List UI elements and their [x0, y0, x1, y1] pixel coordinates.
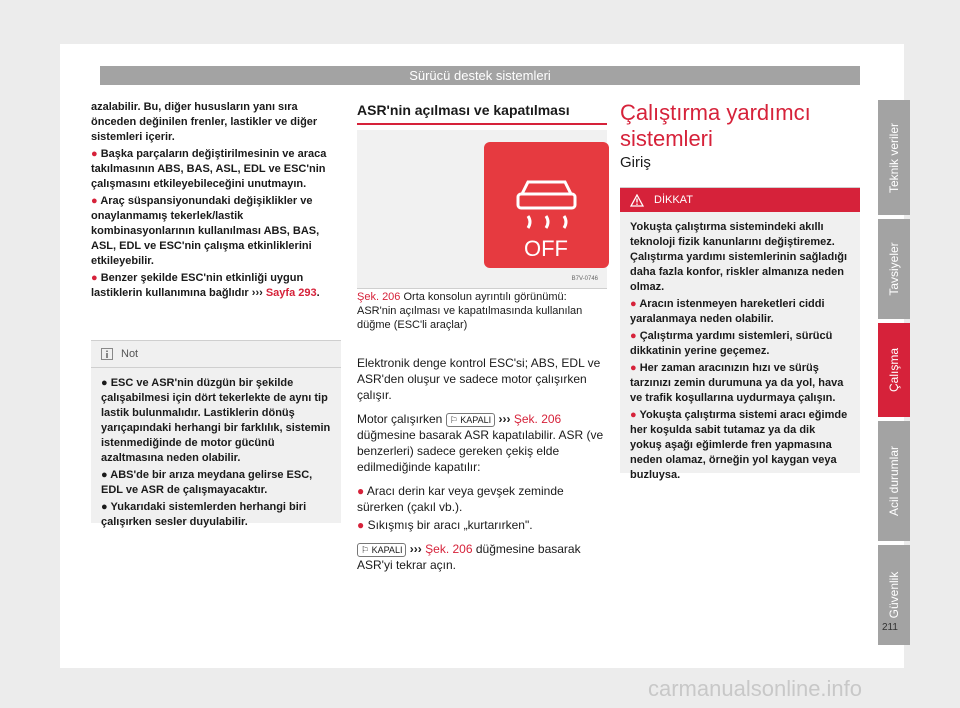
- body-text: [357, 355, 607, 573]
- list-item: [91, 271, 339, 301]
- caption-text: Orta konsolun ayrıntılı görünümü: ASR'nin açılması ve kapatılmasında kullanılan düğme (ESC'li araçlar): [357, 291, 583, 331]
- info-icon: [101, 348, 113, 360]
- bullet-icon: ●: [630, 298, 637, 310]
- bullet-icon: ●: [357, 484, 365, 498]
- kapali-button-chip: [357, 543, 406, 557]
- tab-label: Tavsiyeler: [887, 242, 901, 296]
- note-header: [91, 341, 341, 368]
- esc-off-icon: [484, 142, 609, 268]
- list-item-text: ABS'de bir arıza meydana gelirse ESC, EDL ve ASR de çalışmayacaktır.: [101, 469, 313, 496]
- bullet-icon: ●: [91, 148, 98, 160]
- bullet-icon: ●: [91, 195, 98, 207]
- list-item-text: Araç süspansiyonundaki değişiklikler ve onaylanmamış tekerlek/lastik kombinasyonlarının kullanılması ABS, BAS, ASL, EDL ve ESC'nin çalışma etkinliklerini etkileyebilir.: [91, 195, 320, 267]
- ref-arrow-icon: ›››: [251, 287, 263, 299]
- watermark: carmanualsonline.info: [648, 676, 863, 701]
- bullet-icon: ●: [630, 330, 637, 342]
- figure-caption: [357, 290, 602, 332]
- warning-triangle-icon: [630, 194, 644, 207]
- period: .: [316, 287, 320, 299]
- tab-label: Güvenlik: [887, 571, 901, 619]
- list-item-text: Benzer şekilde ESC'nin etkinliği uygun lastiklerin kullanımına bağlıdır: [91, 272, 304, 299]
- list-item: [630, 361, 850, 406]
- section-title: ASR'nin açılması ve kapatılması: [357, 102, 607, 125]
- text: düğmesine basarak ASR'yi tekrar açın.: [357, 542, 581, 572]
- list-item-text: Yukarıdaki sistemlerden herhangi biri çalışırken sesler duyulabilir.: [101, 501, 307, 528]
- figure-ref-link[interactable]: Şek. 206: [513, 412, 562, 426]
- list-item: ● ABS'de bir arıza meydana gelirse ESC, EDL ve ASR de çalışmayacaktır.: [101, 469, 313, 496]
- bullet-icon: ●: [630, 409, 637, 421]
- kapali-button-chip: [446, 413, 495, 427]
- list-item: ● Yukarıdaki sistemlerden herhangi biri çalışırken sesler duyulabilir.: [101, 501, 307, 528]
- note-label: Not: [121, 348, 139, 360]
- list-item-text: Başka parçaların değiştirilmesinin ve araca takılmasının ABS, BAS, ASL, EDL ve ESC'nin çalışmasını etkileyebileceğini unutmayın.: [91, 148, 327, 190]
- intro-text: azalabilir. Bu, diğer hususların yanı sıra önceden değinilen frenler, lastikler ve diğer sistemleri içerir.: [91, 101, 318, 143]
- chip-label: KAPALI: [371, 544, 403, 555]
- tab-calisma[interactable]: [878, 323, 910, 417]
- warning-box: [620, 187, 860, 481]
- list-item-text: Yokuşta çalıştırma sistemi aracı eğimde her koşulda sabit tutamaz ya da dik yokuş aşağı eğimlerde fren yapmasına neden olamaz, örneğin yol kaygan veya buzluysa.: [630, 409, 848, 481]
- chip-label: KAPALI: [460, 414, 492, 425]
- chapter-title: Çalıştırma yardımcı sistemleri: [620, 100, 811, 151]
- button-icon: ⚐: [449, 414, 458, 425]
- list-item: [630, 297, 850, 327]
- list-item-text: Çalıştırma yardımı sistemleri, sürücü dikkatinin yerine geçemez.: [630, 330, 833, 357]
- ref-arrow-icon: ›››: [409, 542, 422, 556]
- list-item-text: Aracı derin kar veya gevşek zeminde sürerken (çakıl vb.).: [357, 484, 564, 514]
- bullet-icon: ●: [630, 362, 637, 374]
- ref-arrow-icon: ›››: [498, 412, 511, 426]
- list-item-text: ESC ve ASR'nin düzgün bir şekilde çalışabilmesi için dört tekerlekte de aynı tip lastik bulunmalıdır. Lastiklerin dönüş yarıçapındaki herhangi bir farklılık, sistemin istenmediğinde de motor gücünü azaltmasına neden olabilir.: [101, 377, 331, 464]
- list-item: ● ESC ve ASR'nin düzgün bir şekilde çalışabilmesi için dört tekerlekte de aynı tip lastik bulunmalıdır. Lastiklerin dönüş yarıçapındaki herhangi bir farklılık, sistemin istenmediğinde de motor gücünü azaltmasına neden olabilir.: [101, 377, 331, 464]
- tab-label: Teknik veriler: [887, 122, 901, 193]
- section-subtitle: Giriş: [620, 154, 651, 171]
- esc-off-button-illustration: [484, 142, 609, 268]
- tab-tavsiyeler[interactable]: [878, 219, 910, 319]
- tab-label: Çalışma: [887, 347, 901, 393]
- warning-header: [620, 188, 860, 212]
- list-item: [91, 194, 339, 269]
- text: düğmesine basarak ASR kapatılabilir. ASR (ve benzerleri) sadece gereken çekiş elde edilmediğinde kapatılır:: [357, 428, 604, 474]
- list-item: [630, 408, 850, 483]
- bullet-icon: ●: [357, 518, 365, 532]
- bullet-icon: ●: [91, 272, 98, 284]
- list-item: [630, 329, 850, 359]
- paragraph: [357, 541, 607, 573]
- figure-ref-link[interactable]: Şek. 206: [425, 542, 473, 556]
- note-body: [91, 368, 341, 538]
- tab-label: Acil durumlar: [887, 445, 901, 517]
- off-label: OFF: [524, 236, 568, 261]
- list-item: [91, 147, 339, 192]
- list-item-text: Sıkışmış bir aracı „kurtarırken".: [367, 518, 533, 532]
- button-icon: ⚐: [361, 544, 370, 555]
- tab-teknik-veriler[interactable]: [878, 100, 910, 215]
- note-box: [91, 340, 341, 528]
- list-item: [357, 517, 607, 533]
- column-1: [91, 100, 339, 301]
- list-item: [357, 483, 607, 515]
- page-number: 211: [882, 622, 898, 633]
- page-ref-link[interactable]: Sayfa 293: [265, 287, 317, 299]
- figure-code: B7V-0746: [571, 276, 598, 282]
- paragraph: [357, 411, 607, 475]
- list-item-text: Her zaman aracınızın hızı ve sürüş tarzınızı zemin durumuna ya da yol, hava ve trafik koşullarına uydurmaya çalışın.: [630, 362, 844, 404]
- figure-ref: Şek. 206: [357, 291, 401, 303]
- list-item-text: Aracın istenmeyen hareketleri ciddi yaralanmaya neden olabilir.: [630, 298, 825, 325]
- figure: [357, 130, 607, 289]
- warning-intro: Yokuşta çalıştırma sistemindeki akıllı teknoloji fizik kanunlarını değiştiremez. Çalıştırma yardımı sistemlerinin sağladığı daha fazla konfor, riskler almanıza neden olmaz.: [630, 221, 848, 293]
- tab-acil-durumlar[interactable]: [878, 421, 910, 541]
- text: Motor çalışırken: [357, 412, 443, 426]
- page-header: Sürücü destek sistemleri: [100, 66, 860, 85]
- warning-label: DİKKAT: [654, 194, 693, 206]
- warning-body: [620, 212, 860, 491]
- paragraph: Elektronik denge kontrol ESC'si; ABS, EDL ve ASR'den oluşur ve sadece motor çalışırken çalışır.: [357, 356, 601, 402]
